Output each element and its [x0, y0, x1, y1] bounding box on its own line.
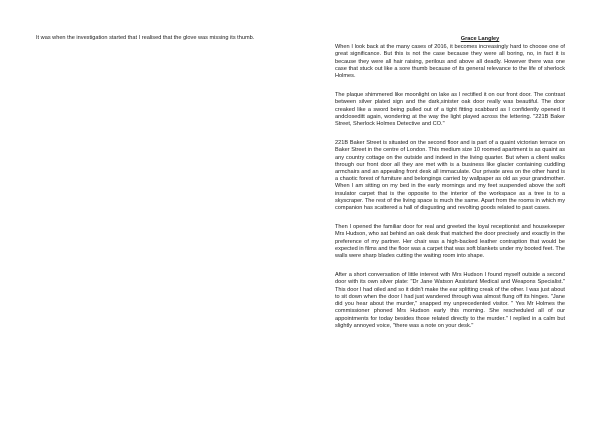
- story-paragraph-3: 221B Baker Street is situated on the second floor and is part of a quaint victorian terrace on Baker Street in the centre of London. This medium size 10 roomed apartment is as quaint as any country cottage on the outside and indeed in the living quarter. But when a client walks through our front door all they are met with is a business like glacier containing cuddling armchairs and an appealing front desk all immaculate. Our private area on the other hand is a chaotic forest of furniture and belongings carried by wallpaper as old as your grandmother. When I am sitting on my bed in the early mornings and my feet suspended above the soft insulator carpet that is the opposite to the interior of the workspace as a tree is to a skyscraper. The rest of the living space is much the same. Apart from the rooms in which my companion has scattered a hall of disgusting and revolting goods related to past cases.: [335, 140, 565, 212]
- left-page-paragraph: It was when the investigation started that I realised that the glove was missing its thumb.: [36, 35, 255, 41]
- left-page: [36, 35, 266, 42]
- story-paragraph-2: The plaque shimmered like moonlight on lake as I rectified it on our front door. The contrast between silver plated sign and the dark,sinister oak door really was beautiful. The door creaked like a sword being pulled out of a tight fitting scabbard as I confidently opened it andcloseditt again, wondering at the way the light played across the lettering. "221B Baker Street, Sherlock Holmes Detective and CO.": [335, 92, 565, 128]
- story-paragraph-4: Then I opened the familiar door for real and greeted the loyal receptionist and housekeeper Mrs Hudson, who sat behind an oak desk that matched the door precisely and exactly in the preference of my partner. Her chair was a high-backed leather contraption that would be expected in films and the floor was a carpet that was soft blankets under my booted feet. The walls were sharp blades cutting the waiting room into shape.: [335, 224, 565, 260]
- author-title: Grace Langley: [460, 36, 500, 42]
- story-paragraph-1: When I look back at the many cases of 2016, it becomes increasingly hard to choose one of great significance. But this is not the case because they were all boring, no, in fact it is because they were all hair raising, perilous and above all deadly. However there was one case that stuck out like a sore thumb because of its general relevance to the life of sherlock Holmes.: [335, 44, 565, 80]
- story-paragraph-5: After a short conversation of little interest with Mrs Hudson I found myself outside a second door with its own silver plate: "Dr Jane Watson Assistant Medical and Weapons Specialist." This door I had oiled and so it didn't make the ear splitting creak of the other. I was just about to sit down when the door I had just wandered through was almost flung off its hinges. "Jane did you hear about the murder," snapped my unprecedented visitor. " Yes Mr Holmes the commissioner phoned Mrs Hudson early this morning. She rescheduled all of our appointments for today besides those related directly to the murder." I replied in a calm but slightly annoyed voice, "there was a note on your desk.": [335, 272, 565, 329]
- right-page: [335, 36, 565, 330]
